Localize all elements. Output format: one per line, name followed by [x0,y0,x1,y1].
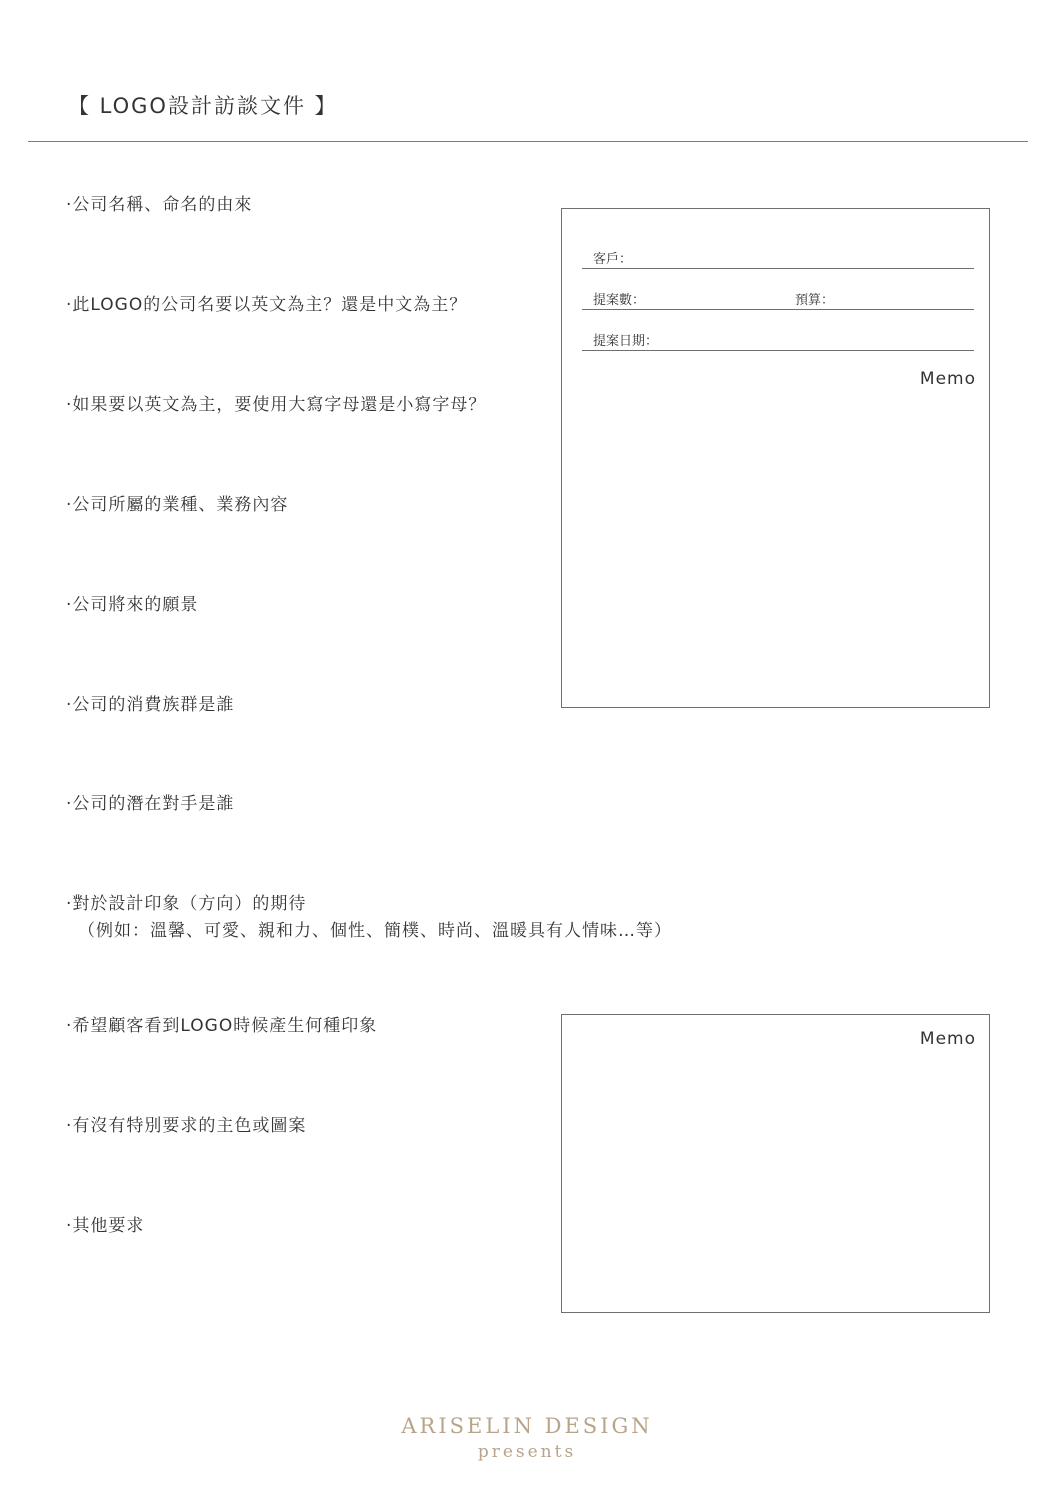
question-impression: ‧希望顧客看到LOGO時候產生何種印象 [66,1016,378,1036]
proposal-date-field[interactable] [582,328,974,351]
footer-brand: ARISELIN DESIGN [401,1414,653,1438]
footer-tagline: presents [477,1442,577,1462]
question-company-name: ‧公司名稱、命名的由來 [66,195,253,215]
question-competitors: ‧公司的潛在對手是誰 [66,794,235,814]
question-design-direction [66,889,672,941]
question-vision: ‧公司將來的願景 [66,595,199,615]
question-industry: ‧公司所屬的業種、業務內容 [66,495,289,515]
question-design-direction-text: ‧對於設計印象（方向）的期待 [66,894,307,914]
page-title: 【 LOGO設計訪談文件 】 [68,94,338,118]
info-memo-box [561,208,990,708]
question-design-direction-examples: （例如：溫馨、可愛、親和力、個性、簡樸、時尚、溫暖具有人情味…等） [78,921,672,941]
question-target-customers: ‧公司的消費族群是誰 [66,695,235,715]
memo-label: Memo [919,1029,976,1049]
question-other: ‧其他要求 [66,1216,145,1236]
proposal-date-label: 提案日期： [593,334,659,349]
title-divider [28,141,1028,142]
client-field[interactable] [582,246,974,269]
question-color-pattern: ‧有沒有特別要求的主色或圖案 [66,1116,307,1136]
question-language: ‧此LOGO的公司名要以英文為主？還是中文為主？ [66,295,468,315]
proposal-budget-field[interactable] [582,287,974,310]
question-letter-case: ‧如果要以英文為主，要使用大寫字母還是小寫字母？ [66,395,487,415]
client-label: 客戶： [593,252,633,267]
budget-label: 預算： [795,293,835,308]
memo-label: Memo [919,369,976,389]
memo-box[interactable] [561,1014,990,1313]
proposal-count-label: 提案數： [593,293,646,308]
